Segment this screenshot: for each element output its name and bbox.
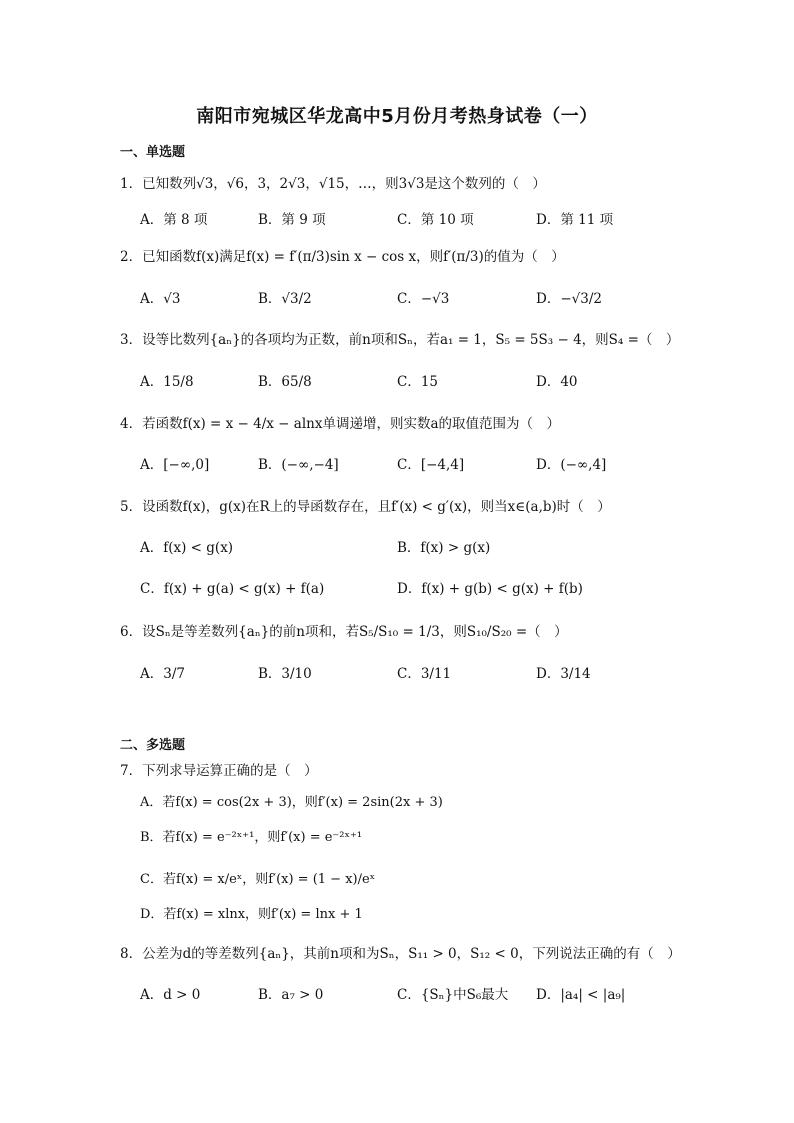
question-5: 5．设函数f(x)，g(x)在R上的导函数存在，且f′(x) < g′(x)，则当x∈(a,b)时（ ） <box>120 499 611 515</box>
question-6: 6．设Sₙ是等差数列{aₙ}的前n项和，若S₅/S₁₀ = 1/3，则S₁₀/S₂₀ =（ ） <box>120 624 568 640</box>
question-4: 4．若函数f(x) = x − 4/x − alnx单调递增，则实数a的取值范围为（ ） <box>120 416 561 432</box>
q2-option-d: D．−√3/2 <box>536 291 602 307</box>
q8-option-c: C．{Sₙ}中S₆最大 <box>397 987 509 1003</box>
q3-option-c: C．15 <box>397 374 439 390</box>
q6-option-d: D．3/14 <box>536 666 591 682</box>
q7-option-c: C．若f(x) = x/eˣ，则f′(x) = (1 − x)/eˣ <box>140 872 376 887</box>
question-3: 3．设等比数列{aₙ}的各项均为正数，前n项和Sₙ，若a₁ = 1，S₅ = 5S₃ − 4，则S₄ =（ ） <box>120 332 680 348</box>
q4-option-a: A．[−∞,0] <box>140 457 210 473</box>
question-7: 7．下列求导运算正确的是（ ） <box>120 763 318 779</box>
q8-option-a: A．d > 0 <box>140 987 201 1003</box>
q7-option-a: A．若f(x) = cos(2x + 3)，则f′(x) = 2sin(2x + 3) <box>140 795 443 810</box>
q2-option-a: A．√3 <box>140 291 181 307</box>
q4-option-c: C．[−4,4] <box>397 457 465 473</box>
q3-option-a: A．15/8 <box>140 374 194 390</box>
q7-option-b: B．若f(x) = e⁻²ˣ⁺¹，则f′(x) = e⁻²ˣ⁺¹ <box>140 830 363 845</box>
q8-option-b: B．a₇ > 0 <box>258 987 324 1003</box>
exam-title: 南阳市宛城区华龙高中5月份月考热身试卷（一） <box>196 106 598 127</box>
question-8: 8．公差为d的等差数列{aₙ}，其前n项和为Sₙ，S₁₁ > 0，S₁₂ < 0，下列说法正确的有（ ） <box>120 946 681 962</box>
q2-option-c: C．−√3 <box>397 291 450 307</box>
section-multiple-choice: 二、多选题 <box>120 738 186 753</box>
q1-option-d: D．第 11 项 <box>536 212 614 228</box>
q2-option-b: B．√3/2 <box>258 291 312 307</box>
q4-option-b: B．(−∞,−4] <box>258 457 339 473</box>
q5-option-d: D．f(x) + g(b) < g(x) + f(b) <box>397 581 583 597</box>
section-single-choice: 一、单选题 <box>120 145 186 160</box>
q5-option-a: A．f(x) < g(x) <box>140 540 234 556</box>
q5-option-c: C．f(x) + g(a) < g(x) + f(a) <box>140 581 325 597</box>
q3-option-d: D．40 <box>536 374 578 390</box>
q1-option-a: A．第 8 项 <box>140 212 208 228</box>
q6-option-c: C．3/11 <box>397 666 452 682</box>
q1-option-c: C．第 10 项 <box>397 212 474 228</box>
q3-option-b: B．65/8 <box>258 374 312 390</box>
q5-option-b: B．f(x) > g(x) <box>397 540 491 556</box>
q6-option-b: B．3/10 <box>258 666 312 682</box>
question-2: 2．已知函数f(x)满足f(x) = f′(π/3)sin x − cos x，则f′(π/3)的值为（ ） <box>120 249 565 265</box>
q1-option-b: B．第 9 项 <box>258 212 326 228</box>
question-1: 1．已知数列√3，√6，3，2√3，√15，…，则3√3是这个数列的（ ） <box>120 176 546 192</box>
q6-option-a: A．3/7 <box>140 666 185 682</box>
q4-option-d: D．(−∞,4] <box>536 457 607 473</box>
q7-option-d: D．若f(x) = xlnx，则f′(x) = lnx + 1 <box>140 907 363 922</box>
q8-option-d: D．|a₄| < |a₉| <box>536 987 626 1003</box>
